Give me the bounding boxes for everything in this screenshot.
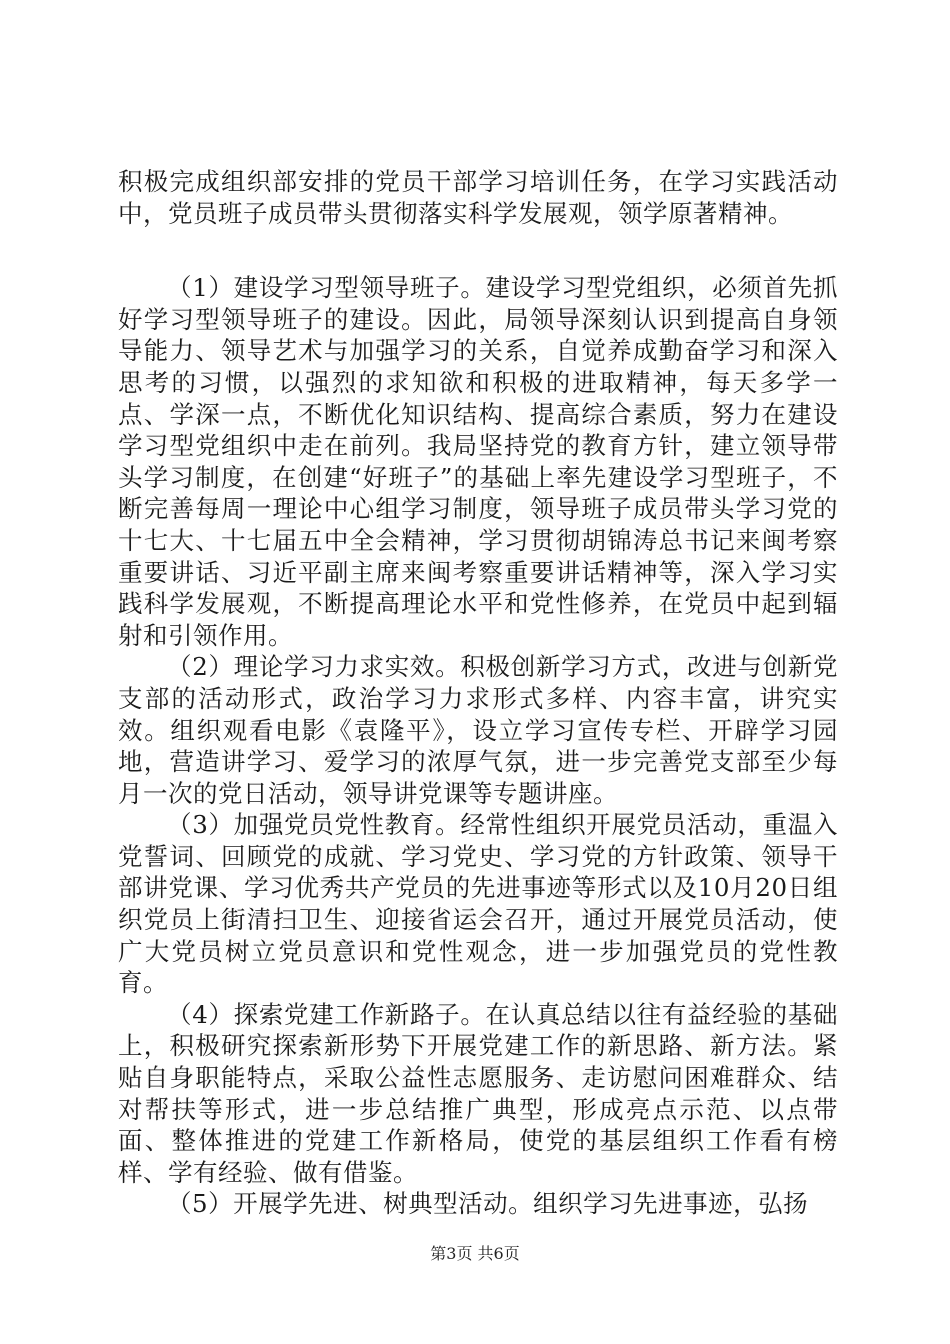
paragraph-intro: 积极完成组织部安排的党员干部学习培训任务，在学习实践活动中，党员班子成员带头贯彻落实科学发展观，领学原著精神。 <box>118 167 838 228</box>
paragraph-item-5: （5）开展学先进、树典型活动。组织学习先进事迹，弘扬 <box>167 1189 809 1219</box>
paragraph-item-4: （4）探索党建工作新路子。在认真总结以往有益经验的基础上，积极研究探索新形势下开展党建工作的新思路、新方法。紧贴自身职能特点，采取公益性志愿服务、走访慰问困难群众、结对帮扶等形式，进一步总结推广典型，形成亮点示范、以点带面、整体推进的党建工作新格局，使党的基层组织工作看有榜样、学有经验、做有借鉴。 <box>118 999 838 1187</box>
page-number-label: 第3页 共6页 <box>430 1244 520 1263</box>
paragraph-item-2: （2）理论学习力求实效。积极创新学习方式，改进与创新党支部的活动形式，政治学习力求形式多样、内容丰富，讲究实效。组织观看电影《袁隆平》，设立学习宣传专栏、开辟学习园地，营造讲学习、爱学习的浓厚气氛，进一步完善党支部至少每月一次的党日活动，领导讲党课等专题讲座。 <box>118 652 838 808</box>
paragraph-item-1: （1）建设学习型领导班子。建设学习型党组织，必须首先抓好学习型领导班子的建设。因此，局领导深刻认识到提高自身领导能力、领导艺术与加强学习的关系，自觉养成勤奋学习和深入思考的习惯，以强烈的求知欲和积极的进取精神，每天多学一点、学深一点，不断优化知识结构、提高综合素质，努力在建设学习型党组织中走在前列。我局坚持党的教育方针，建立领导带头学习制度，在创建“好班子”的基础上率先建设学习型班子，不断完善每周一理论中心组学习制度，领导班子成员带头学习党的十七大、十七届五中全会精神，学习贯彻胡锦涛总书记来闽考察重要讲话、习近平副主席来闽考察重要讲话精神等，深入学习实践科学发展观，不断提高理论水平和党性修养，在党员中起到辐射和引领作用。 <box>118 273 838 650</box>
document-body <box>118 166 838 1220</box>
paragraph-item-3: （3）加强党员党性教育。经常性组织开展党员活动，重温入党誓词、回顾党的成就、学习党史、学习党的方针政策、领导干部讲党课、学习优秀共产党员的先进事迹等形式以及10月20日组织党员上街清扫卫生、迎接省运会召开，通过开展党员活动，使广大党员树立党员意识和党性观念，进一步加强党员的党性教育。 <box>118 810 838 998</box>
page-footer <box>0 1244 950 1264</box>
